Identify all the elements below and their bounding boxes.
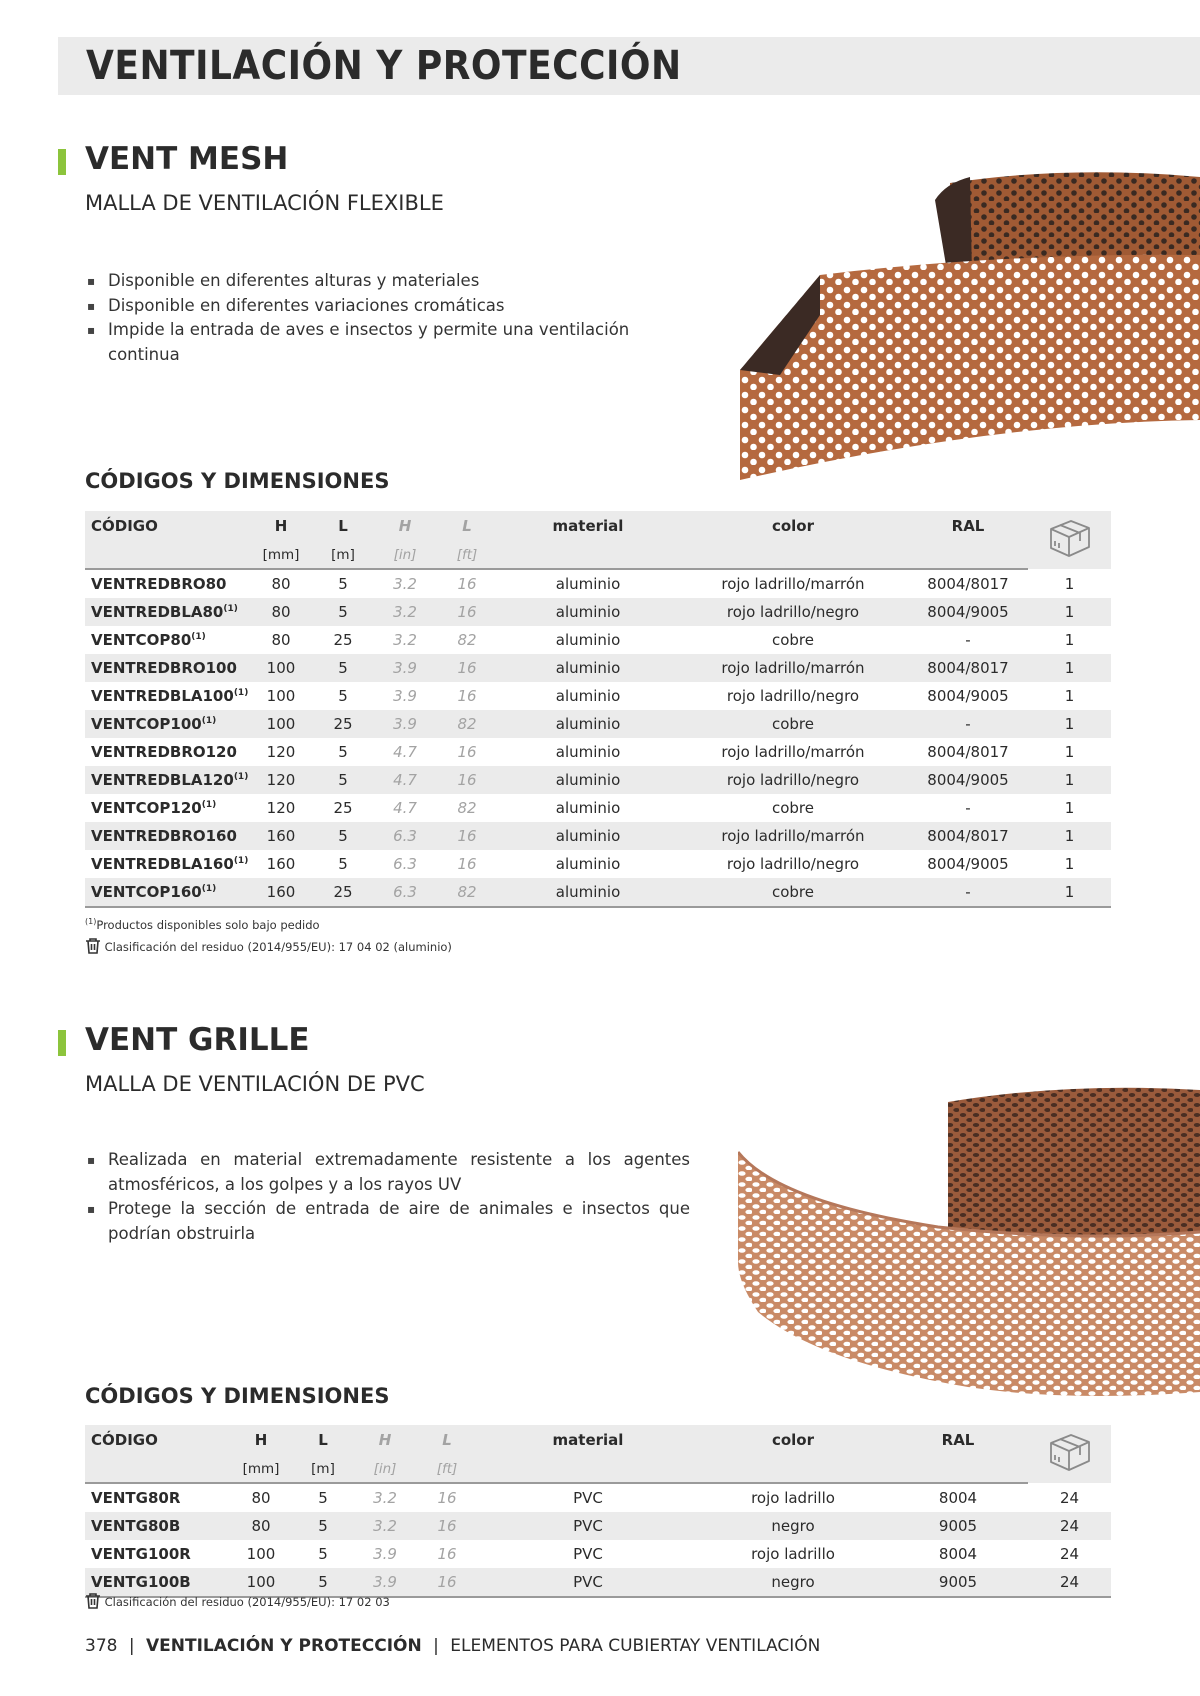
cell-l-ft: 82: [457, 631, 477, 649]
cell-l-ft: 16: [457, 855, 477, 873]
cell-l: 25: [333, 631, 353, 649]
unit-mm: [mm]: [250, 541, 312, 569]
cell-material: aluminio: [555, 575, 621, 593]
cell-ral: 9005: [888, 1568, 1028, 1597]
col-code: CÓDIGO: [85, 1425, 230, 1455]
vent-mesh-features: [85, 269, 640, 367]
cell-h: 80: [271, 575, 291, 593]
cell-pcs: 1: [1028, 766, 1111, 794]
footer-section: VENTILACIÓN Y PROTECCIÓN: [146, 1636, 422, 1656]
cell-color: rojo ladrillo/marrón: [721, 575, 865, 593]
cell-h-in: 6.3: [393, 855, 417, 873]
cell-pcs: 1: [1064, 855, 1075, 873]
cell-code: VENTREDBLA80$^{(1)}$: [85, 598, 250, 626]
cell-l: 5: [318, 1489, 328, 1507]
table-row: [85, 850, 1111, 878]
cell-l: 5: [312, 654, 374, 682]
vent-grille-table-title: CÓDIGOS Y DIMENSIONES: [85, 1384, 390, 1408]
unit-in: [in]: [354, 1455, 416, 1483]
vent-mesh-table: [85, 511, 1111, 908]
cell-l: 5: [312, 766, 374, 794]
cell-code: VENTCOP80$^{(1)}$: [91, 631, 206, 649]
table-row: [85, 1512, 1111, 1540]
table-row: [85, 1540, 1111, 1568]
cell-material: aluminio: [498, 654, 678, 682]
accent-bar: [58, 1030, 66, 1056]
trash-bin-icon: [85, 1593, 101, 1609]
unit-m: [m]: [312, 541, 374, 569]
table-header-row: [85, 1425, 1111, 1455]
cell-h-in: 6.3: [374, 878, 436, 907]
cell-color: rojo ladrillo/marrón: [678, 654, 908, 682]
vent-mesh-table-title: CÓDIGOS Y DIMENSIONES: [85, 469, 390, 493]
table-row: [85, 710, 1111, 738]
table-row: [85, 738, 1111, 766]
cell-color: cobre: [678, 878, 908, 907]
cell-h: 100: [230, 1568, 292, 1597]
vent-mesh-subtitle: MALLA DE VENTILACIÓN FLEXIBLE: [85, 191, 444, 215]
cell-h: 80: [251, 1489, 271, 1507]
cell-l-ft: 16: [437, 1489, 457, 1507]
cell-l-ft: 16: [457, 687, 477, 705]
cell-h-in: 3.9: [374, 654, 436, 682]
cell-ral: 8004/9005: [908, 766, 1028, 794]
cell-material: aluminio: [555, 855, 621, 873]
cell-material: aluminio: [555, 799, 621, 817]
table-row: [85, 682, 1111, 710]
cell-l: 5: [338, 687, 348, 705]
cell-h-in: 4.7: [393, 799, 417, 817]
cell-h: 100: [246, 1545, 276, 1563]
cell-l: 5: [338, 743, 348, 761]
cell-material: PVC: [478, 1512, 698, 1540]
cell-color: cobre: [771, 631, 814, 649]
cell-ral: 8004/9005: [927, 855, 1009, 873]
cell-h-in: 3.9: [374, 710, 436, 738]
cell-pcs: 1: [1064, 574, 1075, 593]
cell-code: VENTG80B: [85, 1512, 230, 1540]
unit-ft: [ft]: [436, 541, 498, 569]
trash-bin-icon: [85, 938, 101, 954]
table-row: [85, 794, 1111, 822]
vent-mesh-photo: [740, 165, 1200, 485]
table-units-row: [85, 1455, 1111, 1483]
accent-bar: [58, 149, 66, 175]
unit-in: [in]: [374, 541, 436, 569]
cell-pcs: 1: [1064, 799, 1075, 817]
cell-ral: 8004/8017: [908, 654, 1028, 682]
cell-material: aluminio: [498, 598, 678, 626]
cell-material: aluminio: [498, 766, 678, 794]
unit-m: [m]: [292, 1455, 354, 1483]
col-l: L: [312, 511, 374, 541]
box-icon: [1047, 517, 1093, 559]
vent-grille-features: [85, 1148, 690, 1246]
table-row: [85, 878, 1111, 907]
col-h: H: [250, 511, 312, 541]
cell-l-ft: 16: [457, 743, 477, 761]
cell-l-ft: 16: [436, 654, 498, 682]
cell-l-ft: 82: [457, 799, 477, 817]
cell-ral: -: [965, 799, 971, 817]
cell-h: 100: [250, 710, 312, 738]
cell-ral: 8004: [938, 1545, 978, 1563]
cell-pcs: 1: [1064, 631, 1075, 649]
cell-h-in: 3.9: [393, 687, 417, 705]
unit-mm: [mm]: [230, 1455, 292, 1483]
cell-color: rojo ladrillo/marrón: [721, 743, 865, 761]
availability-note: [85, 917, 320, 932]
cell-l-ft: 82: [436, 710, 498, 738]
cell-color: negro: [698, 1568, 888, 1597]
cell-ral: -: [965, 631, 971, 649]
col-h-in: H: [374, 511, 436, 541]
cell-pcs: 1: [1028, 710, 1111, 738]
col-color: color: [698, 1425, 888, 1455]
col-ral: RAL: [888, 1425, 1028, 1455]
box-icon: [1047, 1431, 1093, 1473]
vent-mesh-title: VENT MESH: [85, 141, 289, 177]
cell-h-in: 4.7: [393, 743, 417, 761]
footer-chapter: ELEMENTOS PARA CUBIERTAY VENTILACIÓN: [450, 1636, 821, 1656]
cell-ral: 8004/8017: [927, 743, 1009, 761]
cell-color: rojo ladrillo: [751, 1545, 835, 1563]
col-l-ft: L: [436, 511, 498, 541]
cell-material: aluminio: [555, 743, 621, 761]
cell-h-in: 3.9: [373, 1545, 397, 1563]
cell-ral: 8004: [938, 1489, 978, 1507]
cell-l: 5: [312, 822, 374, 850]
cell-color: rojo ladrillo/negro: [678, 598, 908, 626]
cell-h: 120: [266, 799, 296, 817]
cell-code: VENTCOP100$^{(1)}$: [85, 710, 250, 738]
cell-h: 100: [266, 687, 296, 705]
cell-l: 5: [312, 598, 374, 626]
cell-h: 100: [250, 654, 312, 682]
vent-grille-subtitle: MALLA DE VENTILACIÓN DE PVC: [85, 1072, 425, 1096]
table-row: [85, 569, 1111, 598]
note-mark: (1): [85, 917, 97, 926]
cell-pcs: 1: [1028, 878, 1111, 907]
cell-color: cobre: [678, 710, 908, 738]
col-l: L: [292, 1425, 354, 1455]
col-h-in: H: [354, 1425, 416, 1455]
col-l-ft: L: [416, 1425, 478, 1455]
cell-color: rojo ladrillo: [751, 1489, 835, 1507]
cell-material: PVC: [573, 1489, 603, 1507]
col-code: CÓDIGO: [85, 511, 250, 541]
cell-code: VENTREDBLA160$^{(1)}$: [91, 855, 249, 873]
cell-pcs: 1: [1028, 654, 1111, 682]
cell-pcs: 24: [1059, 1545, 1080, 1563]
page-title: VENTILACIÓN Y PROTECCIÓN: [86, 43, 682, 89]
cell-l: 25: [312, 710, 374, 738]
cell-ral: 8004/8017: [927, 575, 1009, 593]
cell-h-in: 3.2: [354, 1512, 416, 1540]
waste-text: Clasificación del residuo (2014/955/EU): 17 04 02 (aluminio): [104, 940, 452, 954]
cell-material: aluminio: [498, 822, 678, 850]
vent-grille-title: VENT GRILLE: [85, 1022, 310, 1058]
cell-l-ft: 16: [436, 822, 498, 850]
waste-classification: [85, 1593, 390, 1609]
cell-h-in: 3.2: [373, 1489, 397, 1507]
cell-color: rojo ladrillo/negro: [678, 766, 908, 794]
cell-ral: -: [908, 878, 1028, 907]
cell-color: rojo ladrillo/marrón: [678, 822, 908, 850]
cell-ral: -: [908, 710, 1028, 738]
cell-pcs: 24: [1028, 1512, 1111, 1540]
cell-l: 25: [312, 878, 374, 907]
unit-ft: [ft]: [416, 1455, 478, 1483]
col-package: [1028, 511, 1111, 569]
col-color: color: [678, 511, 908, 541]
waste-text: Clasificación del residuo (2014/955/EU): 17 02 03: [104, 1595, 390, 1609]
cell-l: 5: [338, 575, 348, 593]
cell-h: 160: [250, 878, 312, 907]
cell-material: PVC: [478, 1568, 698, 1597]
cell-color: cobre: [771, 799, 814, 817]
cell-pcs: 24: [1059, 1488, 1080, 1507]
cell-h-in: 3.9: [354, 1568, 416, 1597]
table-units-row: [85, 541, 1111, 569]
cell-h-in: 3.2: [393, 575, 417, 593]
cell-pcs: 1: [1064, 687, 1075, 705]
cell-material: aluminio: [555, 687, 621, 705]
cell-code: VENTG100R: [91, 1545, 191, 1563]
cell-code: VENTREDBRO120: [91, 743, 237, 761]
table-row: [85, 822, 1111, 850]
table-row: [85, 1483, 1111, 1512]
footer-separator: |: [433, 1636, 439, 1656]
cell-h: 160: [266, 855, 296, 873]
table-row: [85, 626, 1111, 654]
cell-l-ft: 16: [416, 1568, 478, 1597]
cell-h-in: 6.3: [374, 822, 436, 850]
col-h: H: [230, 1425, 292, 1455]
cell-h: 80: [271, 631, 291, 649]
cell-ral: 8004/9005: [927, 687, 1009, 705]
table-row: [85, 598, 1111, 626]
cell-h-in: 3.2: [374, 598, 436, 626]
cell-pcs: 1: [1064, 743, 1075, 761]
cell-l: 25: [333, 799, 353, 817]
cell-h-in: 3.2: [393, 631, 417, 649]
cell-l: 5: [338, 855, 348, 873]
cell-code: VENTREDBRO80: [91, 575, 227, 593]
cell-l: 5: [292, 1568, 354, 1597]
feature-item: ▪ Protege la sección de entrada de aire de animales e insectos que podrían obstruirla: [85, 1197, 690, 1246]
page-footer: [85, 1636, 820, 1656]
cell-l-ft: 16: [457, 575, 477, 593]
table-row: [85, 766, 1111, 794]
cell-ral: 9005: [888, 1512, 1028, 1540]
cell-code: VENTREDBRO100: [85, 654, 250, 682]
vent-grille-photo: [738, 1082, 1200, 1402]
cell-color: rojo ladrillo/negro: [726, 855, 860, 873]
col-material: material: [478, 1425, 698, 1455]
cell-code: VENTREDBLA100$^{(1)}$: [91, 687, 249, 705]
feature-item: ▪ Disponible en diferentes alturas y materiales: [85, 269, 640, 294]
cell-h: 120: [250, 766, 312, 794]
feature-item: ▪ Impide la entrada de aves e insectos y permite una ventilación continua: [85, 318, 640, 367]
cell-material: aluminio: [498, 710, 678, 738]
cell-material: aluminio: [498, 878, 678, 907]
cell-l-ft: 16: [437, 1545, 457, 1563]
col-material: material: [498, 511, 678, 541]
cell-code: VENTREDBRO160: [85, 822, 250, 850]
col-ral: RAL: [908, 511, 1028, 541]
feature-item: ▪ Disponible en diferentes variaciones cromáticas: [85, 294, 640, 319]
note-text: Productos disponibles solo bajo pedido: [96, 917, 320, 932]
cell-l: 5: [292, 1512, 354, 1540]
cell-l-ft: 16: [416, 1512, 478, 1540]
waste-classification: [85, 938, 452, 954]
feature-item: ▪ Realizada en material extremadamente resistente a los agentes atmosféricos, a los golpes y a los rayos UV: [85, 1148, 690, 1197]
cell-ral: 8004/9005: [908, 598, 1028, 626]
cell-code: VENTCOP120$^{(1)}$: [91, 799, 217, 817]
cell-code: VENTG100B: [85, 1568, 230, 1597]
cell-ral: 8004/8017: [908, 822, 1028, 850]
cell-h: 160: [250, 822, 312, 850]
cell-color: negro: [698, 1512, 888, 1540]
table-row: [85, 654, 1111, 682]
cell-h: 80: [230, 1512, 292, 1540]
page-header: [58, 37, 1200, 95]
table-header-row: [85, 511, 1111, 541]
cell-h: 120: [266, 743, 296, 761]
cell-h: 80: [250, 598, 312, 626]
cell-code: VENTCOP160$^{(1)}$: [85, 878, 250, 907]
cell-material: aluminio: [555, 631, 621, 649]
cell-material: PVC: [573, 1545, 603, 1563]
cell-code: VENTG80R: [91, 1489, 181, 1507]
cell-pcs: 24: [1028, 1568, 1111, 1597]
cell-h-in: 4.7: [374, 766, 436, 794]
vent-grille-table: [85, 1425, 1111, 1598]
cell-l-ft: 16: [436, 598, 498, 626]
col-package: [1028, 1425, 1111, 1483]
cell-l-ft: 82: [436, 878, 498, 907]
cell-color: rojo ladrillo/negro: [726, 687, 860, 705]
cell-l: 5: [318, 1545, 328, 1563]
footer-separator: |: [128, 1636, 135, 1656]
cell-l-ft: 16: [436, 766, 498, 794]
cell-code: VENTREDBLA120$^{(1)}$: [85, 766, 250, 794]
page-number: 378: [85, 1636, 118, 1656]
cell-pcs: 1: [1028, 598, 1111, 626]
cell-pcs: 1: [1028, 822, 1111, 850]
